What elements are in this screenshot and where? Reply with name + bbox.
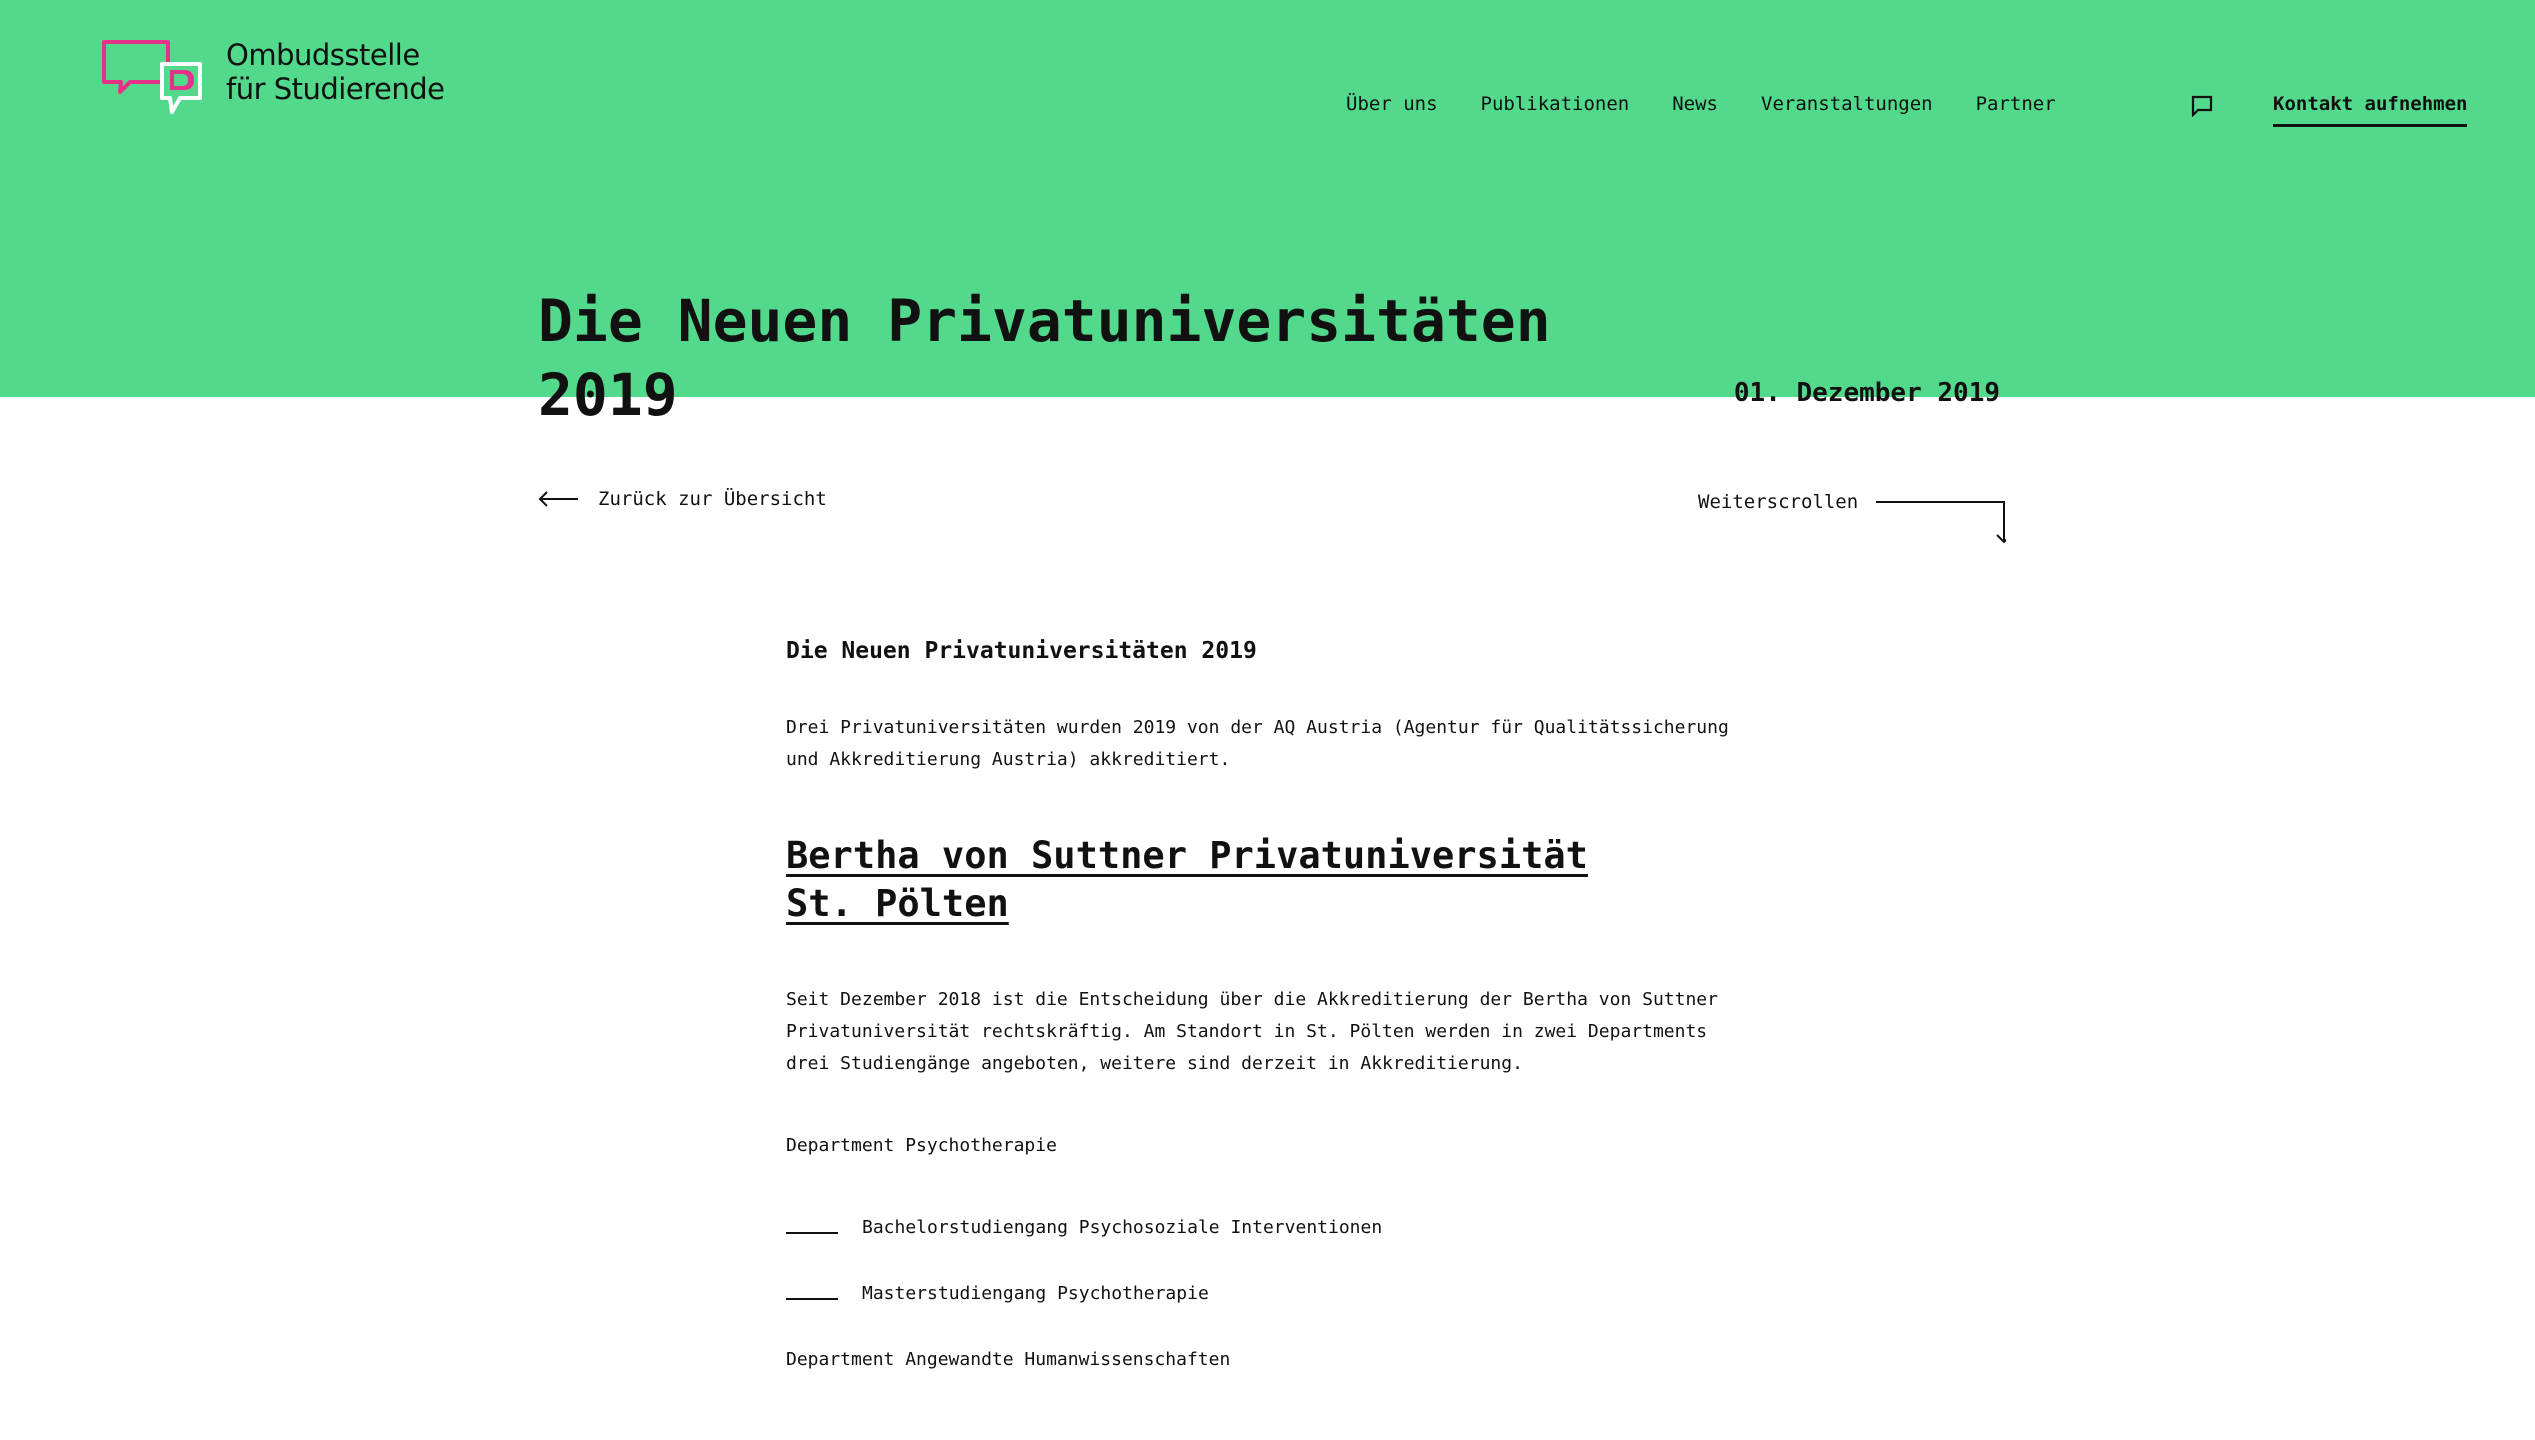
nav-item-veranstaltungen[interactable]: Veranstaltungen [1761, 93, 1933, 115]
logo-line-1: Ombudsstelle [226, 38, 420, 72]
program-list [786, 1212, 1746, 1310]
program-label: Bachelorstudiengang Psychosoziale Interventionen [862, 1217, 1383, 1238]
main-nav [1346, 90, 2099, 118]
department-label: Department Psychotherapie [786, 1135, 1057, 1156]
logo-icon [100, 36, 215, 118]
scroll-down-link[interactable] [1698, 488, 2006, 546]
article [786, 634, 1746, 1376]
back-link-label: Zurück zur Übersicht [598, 488, 827, 510]
arrow-left-icon [538, 491, 578, 507]
logo[interactable] [100, 36, 445, 118]
nav-item-ueber-uns[interactable]: Über uns [1346, 93, 1438, 115]
publish-date: 01. Dezember 2019 [1733, 378, 2000, 408]
article-heading: Die Neuen Privatuniversitäten 2019 [786, 638, 1257, 664]
dash-bullet [786, 1232, 838, 1234]
speech-bubble-icon[interactable] [2191, 95, 2213, 121]
article-paragraph: Seit Dezember 2018 ist die Entscheidung über die Akkreditierung der Bertha von Suttner Privatuniversität rechtskräftig. Am Standort in St. Pölten werden in zwei Departments drei Studiengänge angeboten, weitere sind derzeit in Akkreditierung. [786, 989, 1718, 1074]
page-title: Die Neuen Privatuniversitäten 2019 [538, 287, 1551, 429]
program-label: Masterstudiengang Psychotherapie [862, 1283, 1209, 1304]
nav-item-news[interactable]: News [1672, 93, 1718, 115]
nav-item-publikationen[interactable]: Publikationen [1480, 93, 1630, 115]
logo-line-2: für Studierende [226, 72, 445, 106]
contact-button[interactable]: Kontakt aufnehmen [2273, 90, 2467, 127]
dash-bullet [786, 1298, 838, 1300]
nav-item-partner[interactable]: Partner [1975, 93, 2056, 115]
scroll-link-label: Weiterscrollen [1698, 491, 1859, 513]
arrow-down-right-icon [1876, 488, 2006, 546]
university-heading-link[interactable]: Bertha von Suttner Privatuniversität St. Pölten [786, 834, 1588, 925]
back-to-overview-link[interactable] [538, 488, 827, 510]
list-item [786, 1278, 1746, 1310]
department-label: Department Angewandte Humanwissenschaften [786, 1349, 1231, 1370]
list-item [786, 1212, 1746, 1244]
article-intro: Drei Privatuniversitäten wurden 2019 von der AQ Austria (Agentur für Qualitätssicherung und Akkreditierung Austria) akkreditiert. [786, 717, 1729, 770]
logo-text [226, 38, 444, 106]
